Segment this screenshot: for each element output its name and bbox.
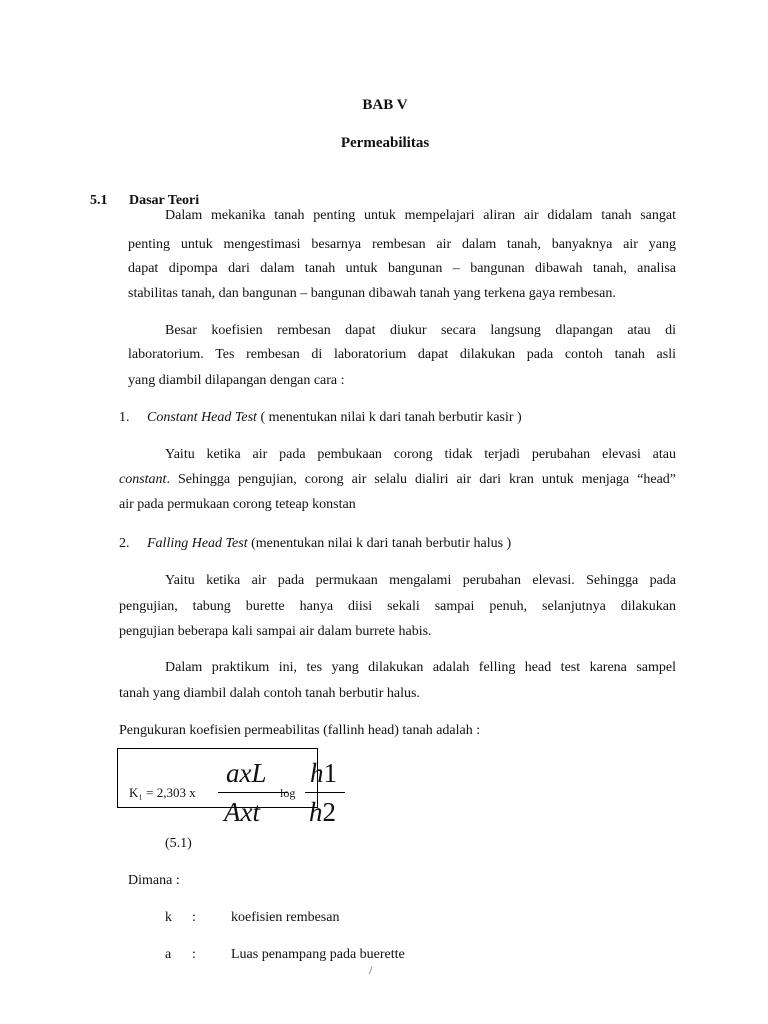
list-item-text	[147, 536, 511, 552]
where-label: Dimana :	[128, 873, 180, 888]
paragraph-line: stabilitas tanah, dan bangunan – bangunan dibawah tanah yang terkena gaya rembesan.	[128, 286, 616, 301]
section-number: 5.1	[90, 193, 108, 208]
variable-description: koefisien rembesan	[231, 910, 340, 925]
equation-number: (5.1)	[165, 836, 192, 851]
method-name: Falling Head Test	[147, 536, 248, 551]
paragraph-line: laboratorium. Tes rembesan di laboratorium dapat dilakukan pada contoh tanah asli	[128, 347, 676, 362]
paragraph-line: air pada permukaan corong teteap konstan	[119, 497, 356, 512]
list-number: 1.	[119, 410, 130, 425]
section-title: Dasar Teori	[129, 193, 200, 208]
subscript-two: 2	[322, 797, 336, 827]
subscript-one: 1	[323, 758, 337, 788]
method-name: Constant Head Test	[147, 410, 257, 425]
paragraph-line: Yaitu ketika air pada pembukaan corong tidak terjadi perubahan elevasi atau	[165, 447, 676, 462]
paragraph-line: yang diambil dilapangan dengan cara :	[128, 373, 345, 388]
variable-separator: :	[192, 947, 196, 962]
paragraph-line: Pengukuran koefisien permeabilitas (fallinh head) tanah adalah :	[119, 723, 481, 738]
chapter-heading: BAB V	[362, 97, 408, 113]
formula-denominator-1: Axt	[224, 797, 260, 827]
paragraph-line: dapat dipompa dari dalam tanah untuk bangunan – bangunan dibawah tanah, analisa	[128, 261, 676, 276]
list-number: 2.	[119, 536, 130, 551]
variable-symbol: a	[165, 947, 172, 962]
variable-description: Luas penampang pada buerette	[231, 947, 405, 962]
paragraph-line: pengujian, tabung burette hanya diisi sekali sampai penuh, selanjutnya dilakukan	[119, 599, 676, 614]
fraction-bar-1	[218, 792, 288, 793]
paragraph-line: tanah yang diambil dalah contoh tanah berbutir halus.	[119, 686, 420, 701]
line-rest: . Sehingga pengujian, corong air selalu dialiri air dari kran untuk menjaga “head”	[166, 472, 676, 487]
formula-log: log	[280, 786, 296, 800]
paragraph-line: Dalam praktikum ini, tes yang dilakukan adalah felling head test karena sampel	[165, 660, 676, 675]
formula-lhs: K₁ = 2,303 x	[129, 785, 196, 800]
paragraph-line	[119, 472, 676, 488]
variable-separator: :	[192, 910, 196, 925]
method-description: ( menentukan nilai k dari tanah berbutir kasir )	[256, 410, 522, 425]
paragraph-line: Besar koefisien rembesan dapat diukur secara langsung dlapangan atau di	[165, 323, 676, 338]
formula-denominator-2	[309, 797, 336, 828]
variable-symbol: k	[165, 910, 172, 925]
method-description: (menentukan nilai k dari tanah berbutir halus )	[247, 536, 512, 551]
h-symbol: h	[309, 797, 323, 827]
paragraph-line: Yaitu ketika air pada permukaan mengalami perubahan elevasi. Sehingga pada	[165, 573, 676, 588]
list-item-text	[147, 410, 522, 426]
paragraph-line: Dalam mekanika tanah penting untuk mempelajari aliran air didalam tanah sangat	[165, 208, 676, 223]
paragraph-line: penting untuk mengestimasi besarnya rembesan air dalam tanah, banyaknya air yang	[128, 237, 676, 252]
formula-numerator-2	[310, 758, 337, 789]
chapter-title: Permeabilitas	[340, 135, 430, 151]
page-mark: /	[369, 963, 373, 977]
fraction-bar-2	[305, 792, 345, 793]
paragraph-line: pengujian beberapa kali sampai air dalam burrete habis.	[119, 624, 432, 639]
h-symbol: h	[310, 758, 324, 788]
formula-numerator-1: axL	[226, 758, 267, 788]
italic-word: constant	[119, 472, 167, 487]
